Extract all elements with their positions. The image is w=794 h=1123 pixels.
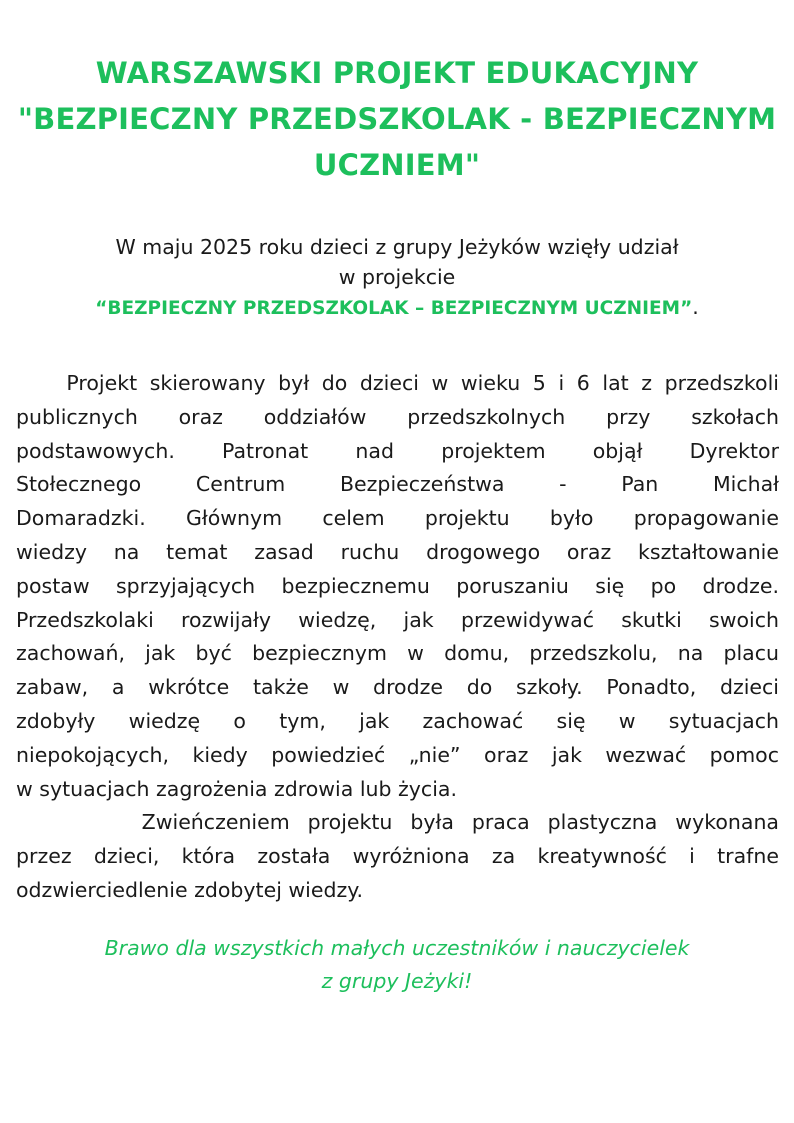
body-line: w sytuacjach zagrożenia zdrowia lub życia.: [16, 776, 457, 801]
title-line-2: "BEZPIECZNY PRZEDSZKOLAK - BEZPIECZNYM: [17, 102, 777, 136]
body-line: niepokojących, kiedy powiedzieć „nie” oraz jak wezwać pomoc: [16, 742, 779, 767]
body-line: postaw sprzyjających bezpiecznemu poruszaniu się po drodze.: [16, 573, 779, 598]
intro-line-1: W maju 2025 roku dzieci z grupy Jeżyków wzięły udział: [115, 235, 679, 259]
intro-paragraph: [0, 232, 794, 324]
closing-line-1: Brawo dla wszystkich małych uczestników i nauczycielek: [104, 936, 690, 960]
body-line: przez dzieci, która została wyróżniona za kreatywność i trafne: [16, 844, 779, 869]
body-line: Zwieńczeniem projektu była praca plastyczna wykonana: [16, 810, 779, 835]
body-paragraph: [16, 367, 779, 908]
body-line: wiedzy na temat zasad ruchu drogowego oraz kształtowanie: [16, 539, 779, 564]
body-line: zachowań, jak być bezpiecznym w domu, przedszkolu, na placu: [16, 641, 779, 666]
title-line-3: UCZNIEM": [313, 148, 481, 182]
body-line: Stołecznego Centrum Bezpieczeństwa - Pan Michał: [16, 472, 779, 497]
project-name-highlight: “BEZPIECZNY PRZEDSZKOLAK – BEZPIECZNYM UCZNIEM”: [95, 298, 693, 319]
page-title: [0, 50, 794, 188]
body-line: Domaradzki. Głównym celem projektu było propagowanie: [16, 506, 779, 531]
title-line-1: WARSZAWSKI PROJEKT EDUKACYJNY: [95, 56, 699, 90]
closing-message: [0, 932, 794, 998]
intro-highlight-line: [0, 292, 794, 324]
body-line: zabaw, a wkrótce także w drodze do szkoły. Ponadto, dzieci: [16, 675, 779, 700]
closing-line-2: z grupy Jeżyki!: [321, 969, 473, 993]
body-line: Przedszkolaki rozwijały wiedzę, jak przewidywać skutki swoich: [16, 607, 779, 632]
body-line: Projekt skierowany był do dzieci w wieku 5 i 6 lat z przedszkoli: [16, 371, 779, 395]
body-line: podstawowych. Patronat nad projektem objął Dyrektor: [16, 438, 779, 463]
intro-period: .: [692, 295, 699, 319]
intro-line-2: w projekcie: [338, 265, 456, 289]
body-line: publicznych oraz oddziałów przedszkolnych przy szkołach: [16, 404, 779, 429]
body-line: zdobyły wiedzę o tym, jak zachować się w sytuacjach: [16, 708, 779, 733]
body-line: odzwierciedlenie zdobytej wiedzy.: [16, 877, 363, 902]
